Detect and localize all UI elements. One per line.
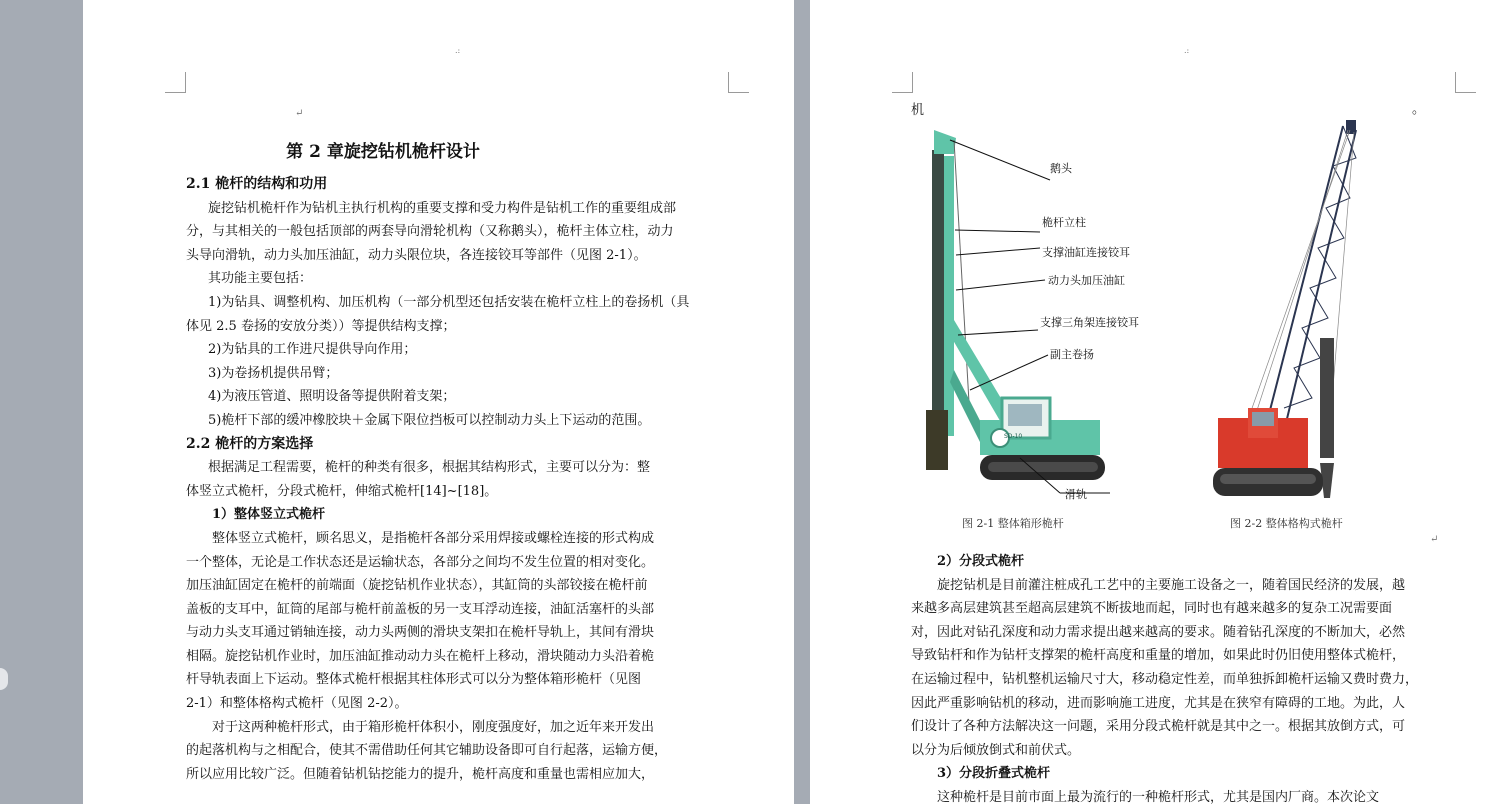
text-line: 3)为卷扬机提供吊臂； — [208, 365, 339, 381]
text-line: 加压油缸固定在桅杆的前端面（旋挖钻机作业状态），其缸筒的头部铰接在桅杆前 — [186, 578, 648, 594]
section-heading: 2.1 桅杆的结构和功用 — [186, 176, 328, 192]
figure-caption-2-1: 图 2-1 整体箱形桅杆 — [962, 517, 1064, 530]
section-heading: 2.2 桅杆的方案选择 — [186, 435, 314, 452]
document-page-right — [810, 0, 1503, 804]
text-line: 在运输过程中，钻机整机运输尺寸大，移动稳定性差，而单独拆卸桅杆运输又费时费力， — [911, 671, 1419, 687]
text-line: 杆导轨表面上下运动。整体式桅杆根据其柱体形式可以分为整体箱形桅杆（见图 — [186, 672, 642, 688]
left-body-text — [186, 173, 702, 786]
figure-label-slide-rail: 滑轨 — [1065, 488, 1087, 501]
figure-box-mast-drill — [910, 120, 1170, 510]
text-line: 来越多高层建筑甚至超高层建筑不断拔地而起，同时也有越来越多的复杂工况需要面 — [911, 601, 1393, 617]
text-line: 对，因此对钻孔深度和动力需求提出越来越高的要求。随着钻孔深度的不断加大，必然 — [911, 624, 1406, 640]
text-line: 分，与其相关的一般包括顶部的两套导向滑轮机构（又称鹅头），桅杆主体立柱，动力 — [186, 224, 674, 240]
text-line: 所以应用比较广泛。但随着钻机钻挖能力的提升，桅杆高度和重量也需相应加大， — [186, 766, 655, 782]
text-line: 这种桅杆是目前市面上最为流行的一种桅杆形式，尤其是国内厂商。本次论文 — [937, 789, 1380, 804]
mast-column — [932, 150, 944, 450]
text-line: 一个整体，无论是工作状态还是运输状态，各部分之间均不发生位置的相对变化。 — [186, 554, 655, 570]
text-line: 与动力头支耳通过销轴连接，动力头两侧的滑块支架扣在桅杆导轨上，其间有滑块 — [186, 625, 655, 641]
text-line: 以分为后倾放倒式和前伏式。 — [911, 742, 1081, 758]
kelly-bar — [1320, 338, 1334, 458]
document-page-left — [83, 0, 794, 804]
header-mark: .: — [455, 46, 461, 55]
margin-corner-top-right — [728, 72, 749, 93]
text-line: 体见 2.5 卷扬的安放分类））等提供结构支撑； — [186, 318, 456, 334]
continued-line: 机 — [911, 103, 925, 118]
text-line: 对于这两种桅杆形式，由于箱形桅杆体积小，刚度强度好，加之近年来开发出 — [212, 719, 655, 735]
text-line: 4)为液压管道、照明设备等提供附着支架； — [208, 389, 456, 405]
text-line: 盖板的支耳中，缸筒的尾部与桅杆前盖板的另一支耳浮动连接，油缸活塞杆的头部 — [186, 601, 655, 617]
cab-window — [1008, 404, 1042, 426]
crown-pulley — [934, 130, 956, 154]
text-line: 导致钻杆和作为钻杆支撑架的桅杆高度和重量的增加，如果此时仍旧使用整体式桅杆， — [911, 648, 1406, 664]
section-heading: 1）整体竖立式桅杆 — [212, 507, 326, 523]
paragraph-mark: ↵ — [295, 108, 304, 119]
section-heading: 2）分段式桅杆 — [937, 554, 1025, 569]
scroll-handle[interactable] — [0, 668, 8, 690]
header-mark: .: — [1184, 46, 1190, 55]
figure-label-mast-column: 桅杆立柱 — [1042, 216, 1086, 229]
text-line: 头导向滑轨，动力头加压油缸，动力头限位块，各连接铰耳等部件（见图 2-1）。 — [186, 247, 647, 263]
section-heading: 3）分段折叠式桅杆 — [937, 766, 1051, 782]
figure-label-goose-head: 鹅头 — [1050, 162, 1072, 175]
text-line: 根据满足工程需要，桅杆的种类有很多，根据其结构形式，主要可以分为：整 — [208, 460, 651, 476]
text-line: 旋挖钻机桅杆作为钻机主执行机构的重要支撑和受力构件是钻机工作的重要组成部 — [208, 200, 677, 216]
chapter-title: 第 2 章旋挖钻机桅杆设计 — [286, 142, 480, 162]
drill-bucket — [926, 410, 948, 470]
figure-caption-2-2: 图 2-2 整体格构式桅杆 — [1230, 517, 1343, 530]
machine-marking: SD-10 — [1004, 433, 1023, 440]
margin-corner-top-left — [165, 72, 186, 93]
guide-rail — [944, 156, 954, 436]
text-line: 相隔。旋挖钻机作业时，加压油缸推动动力头在桅杆上移动，滑块随动力头沿着桅 — [186, 648, 655, 664]
margin-corner-top-right — [1455, 72, 1476, 93]
figure-label-crowd-cylinder: 动力头加压油缸 — [1048, 274, 1125, 287]
text-line: 的起落机构与之相配合，使其不需借助任何其它辅助设备即可自行起落，运输方便， — [186, 743, 668, 759]
text-line: 们设计了各种方法解决这一问题，采用分段式桅杆就是其中之一。根据其放倒方式，可 — [911, 719, 1406, 735]
text-line: 体竖立式桅杆，分段式桅杆，伸缩式桅杆[14]~[18]。 — [186, 483, 498, 499]
margin-corner-top-left — [892, 72, 913, 93]
text-line: 2)为钻具的工作进尺提供导向作用； — [208, 342, 417, 358]
text-line: 整体竖立式桅杆，顾名思义，是指桅杆各部分采用焊接或螺栓连接的形式构成 — [212, 530, 655, 546]
figure-label-winch: 副主卷扬 — [1050, 348, 1094, 361]
text-line: 2-1）和整体格构式桅杆（见图 2-2）。 — [186, 696, 408, 712]
figure-lattice-mast-drill — [1208, 118, 1378, 508]
text-line: 1)为钻具、调整机构、加压机构（一部分机型还包括安装在桅杆立柱上的卷扬机（具 — [208, 294, 690, 310]
right-body-text — [911, 550, 1456, 804]
figure-label-cylinder-lug: 支撑油缸连接铰耳 — [1042, 246, 1130, 259]
text-line: 其功能主要包括： — [208, 271, 313, 287]
text-line: 因此严重影响钻机的移动，进而影响施工进度，尤其是在狭窄有障碍的工地。为此，人 — [911, 695, 1406, 711]
figure-label-tripod-lug: 支撑三角架连接铰耳 — [1040, 316, 1139, 329]
text-line: 旋挖钻机是目前灌注桩成孔工艺中的主要施工设备之一，随着国民经济的发展，越 — [937, 577, 1406, 593]
paragraph-mark: ↵ — [1430, 534, 1439, 545]
lattice-boom — [1268, 126, 1356, 423]
text-line: 5)桅杆下部的缓冲橡胶块＋金属下限位挡板可以控制动力头上下运动的范围。 — [208, 412, 651, 428]
line-end-mark: 。 — [1412, 102, 1426, 117]
